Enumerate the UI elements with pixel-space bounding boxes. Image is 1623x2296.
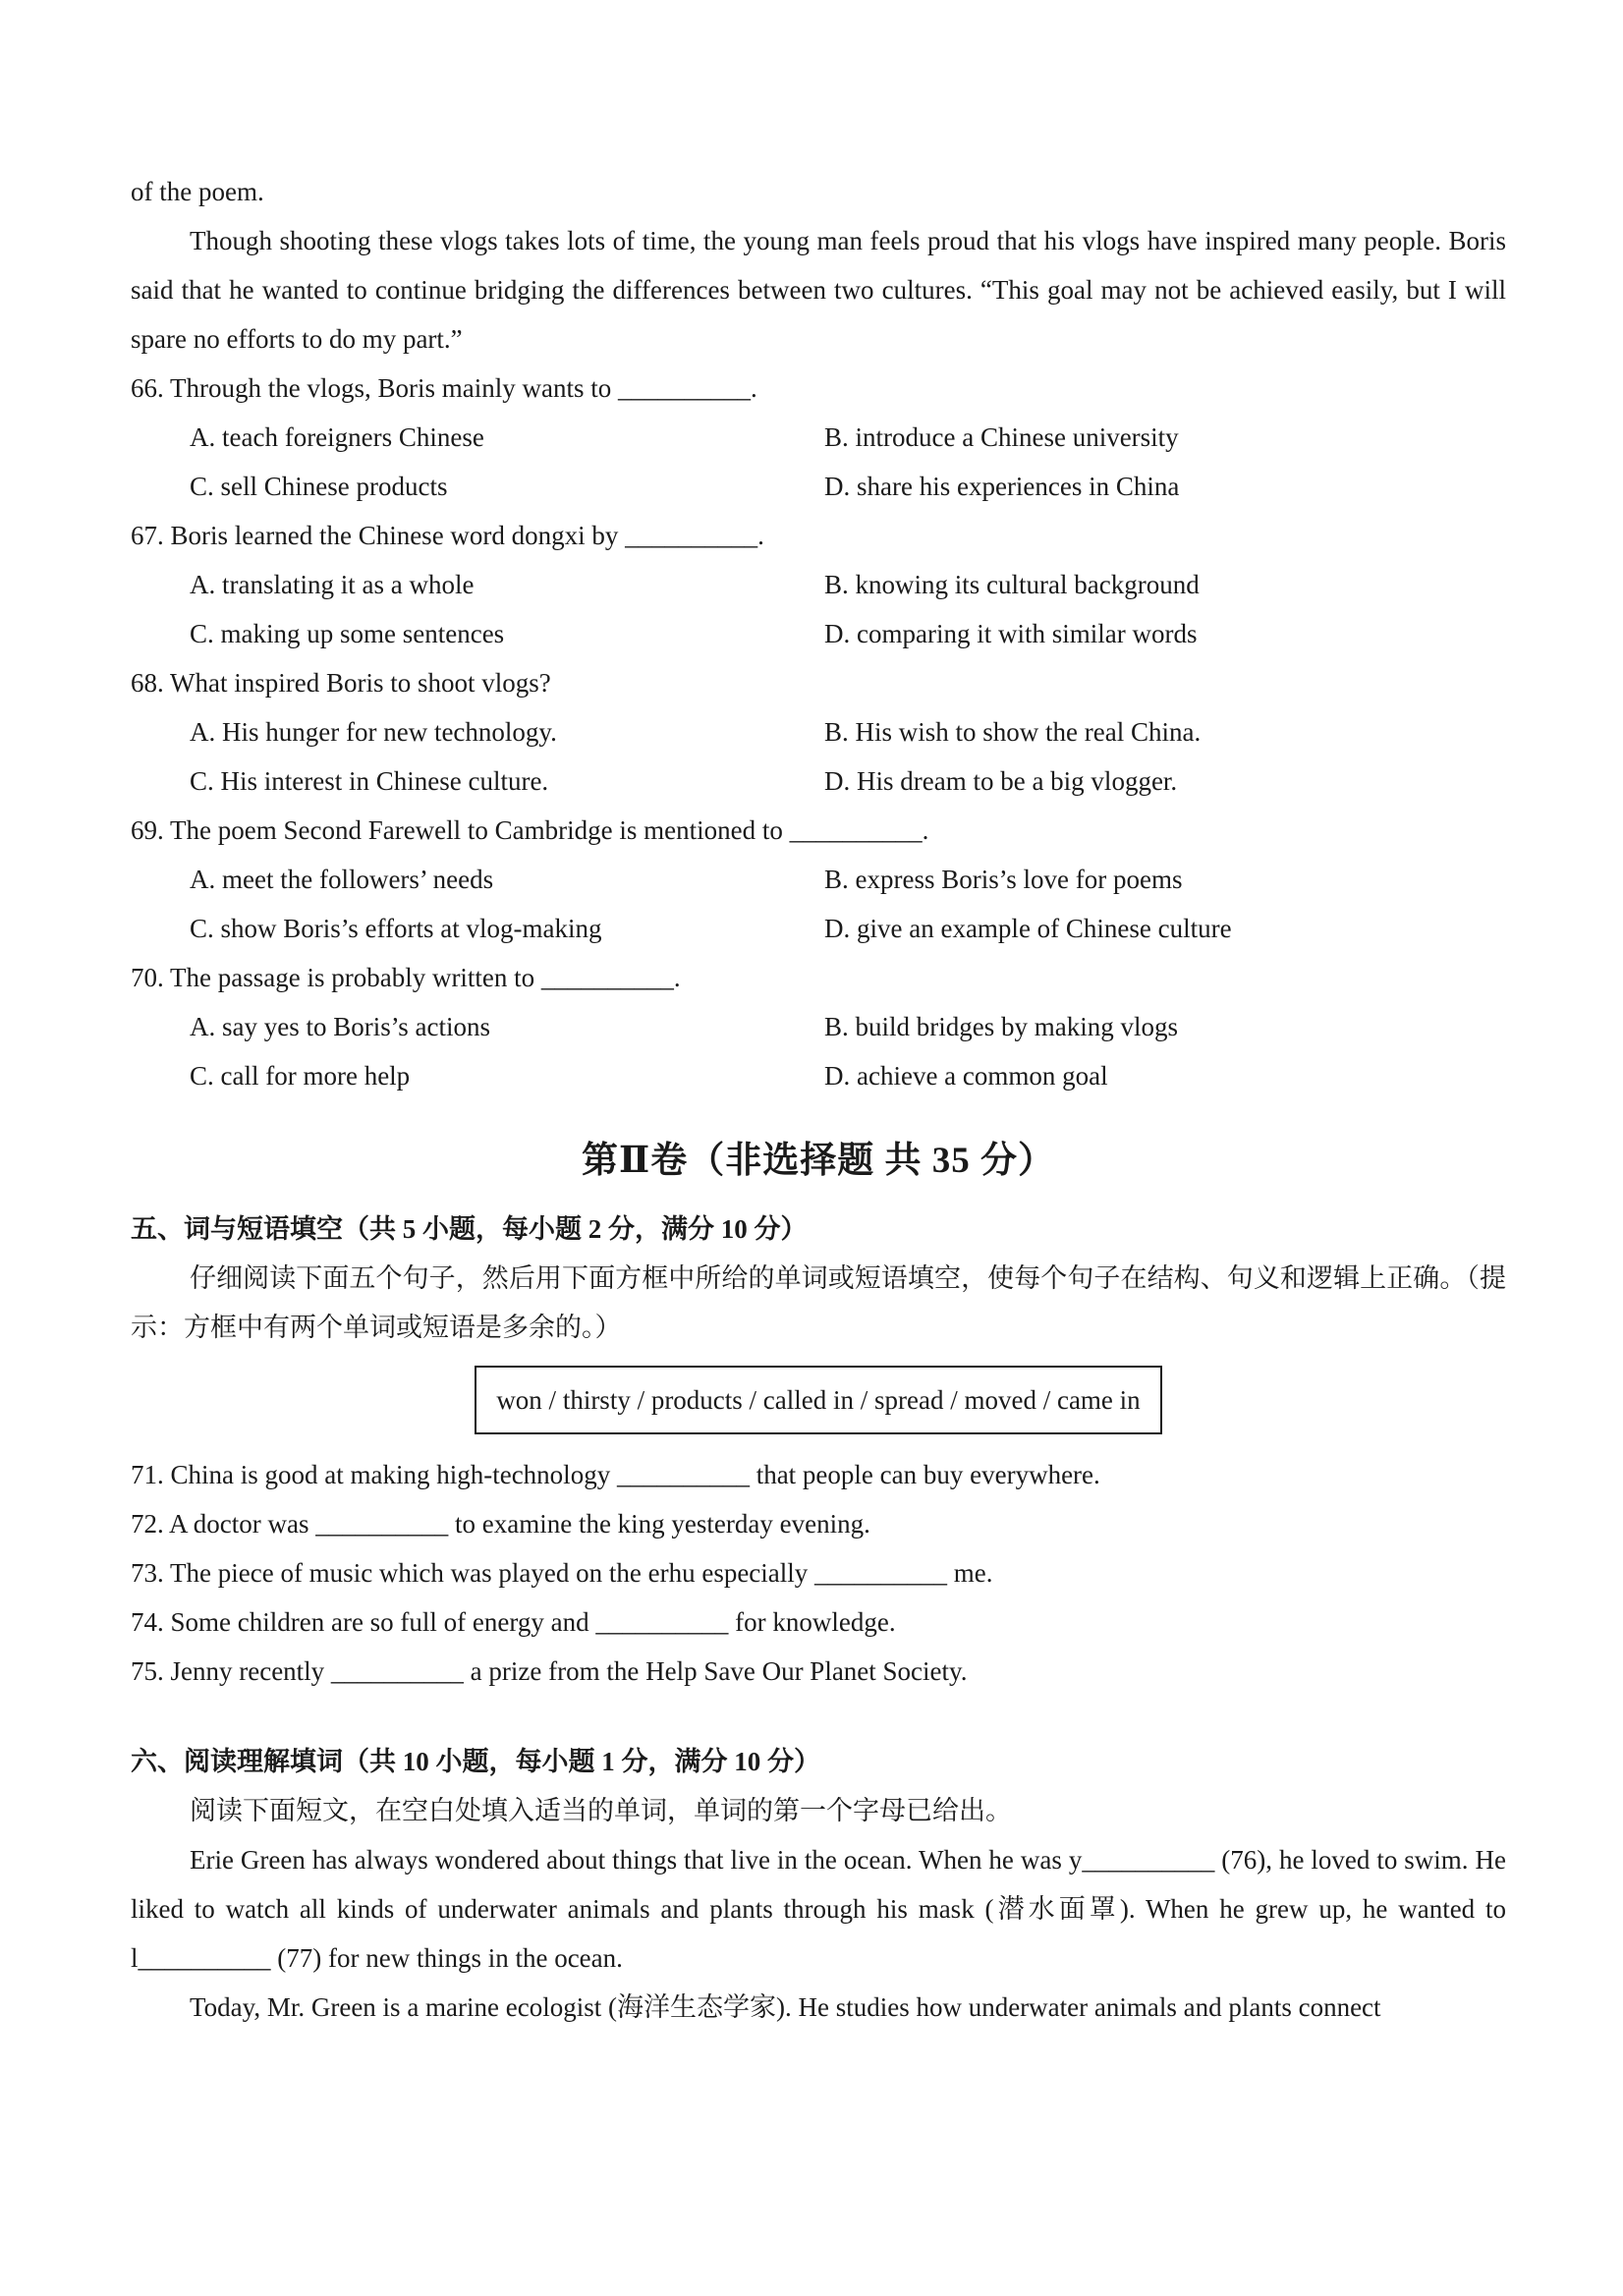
option-c: C. show Boris’s efforts at vlog-making bbox=[190, 914, 602, 943]
option-b: B. His wish to show the real China. bbox=[824, 717, 1202, 747]
options bbox=[131, 1002, 1506, 1100]
question-stem: 70. The passage is probably written to __________. bbox=[131, 963, 681, 992]
item-75: 75. Jenny recently __________ a prize from the Help Save Our Planet Society. bbox=[131, 1656, 968, 1686]
option-d: D. comparing it with similar words bbox=[824, 619, 1198, 648]
section-6-title: 六、阅读理解填词（共 10 小题，每小题 1 分，满分 10 分） bbox=[131, 1747, 820, 1776]
passage-paragraph: Though shooting these vlogs takes lots of time, the young man feels proud that his vlogs have inspired many people. Boris said that he wanted to continue bridging the differences between two cultures. “This goal may not be achieved easily, but I will spare no efforts to do my part.” bbox=[131, 226, 1506, 354]
option-b: B. express Boris’s love for poems bbox=[824, 865, 1183, 894]
option-b: B. knowing its cultural background bbox=[824, 570, 1200, 599]
spacer bbox=[131, 1696, 1506, 1737]
question-68 bbox=[131, 658, 1506, 806]
option-a: A. say yes to Boris’s actions bbox=[190, 1012, 490, 1041]
option-c: C. His interest in Chinese culture. bbox=[190, 766, 549, 796]
option-d: D. achieve a common goal bbox=[824, 1061, 1108, 1091]
part-2-title: 第Ⅱ卷（非选择题 共 35 分） bbox=[582, 1141, 1055, 1181]
option-d: D. give an example of Chinese culture bbox=[824, 914, 1232, 943]
item-74: 74. Some children are so full of energy and __________ for knowledge. bbox=[131, 1607, 896, 1637]
section-6-paragraph-2: Today, Mr. Green is a marine ecologist (海洋生态学家). He studies how underwater animals and plants connect bbox=[190, 1992, 1381, 2022]
options bbox=[131, 707, 1506, 806]
section-6-instruction: 阅读下面短文，在空白处填入适当的单词，单词的第一个字母已给出。 bbox=[190, 1796, 1012, 1825]
question-66 bbox=[131, 364, 1506, 511]
word-box-container bbox=[131, 1366, 1506, 1434]
option-c: C. making up some sentences bbox=[190, 619, 505, 648]
option-d: D. His dream to be a big vlogger. bbox=[824, 766, 1178, 796]
question-stem: 67. Boris learned the Chinese word dongxi by __________. bbox=[131, 521, 764, 550]
option-a: A. translating it as a whole bbox=[190, 570, 475, 599]
option-a: A. meet the followers’ needs bbox=[190, 865, 494, 894]
question-stem: 68. What inspired Boris to shoot vlogs? bbox=[131, 668, 551, 698]
options bbox=[131, 855, 1506, 953]
question-stem: 69. The poem Second Farewell to Cambridge is mentioned to __________. bbox=[131, 815, 929, 845]
word-box: won / thirsty / products / called in / spread / moved / came in bbox=[475, 1366, 1161, 1434]
question-69 bbox=[131, 806, 1506, 953]
option-c: C. call for more help bbox=[190, 1061, 411, 1091]
section-6-paragraph-1: Erie Green has always wondered about things that live in the ocean. When he was y__________ (76), he loved to swim. He liked to watch all kinds of underwater animals and plants through his mask (潜水面罩). When he grew up, he wanted to l__________ (77) for new things in the ocean. bbox=[131, 1845, 1506, 1973]
item-71: 71. China is good at making high-technology __________ that people can buy everywhere. bbox=[131, 1460, 1100, 1489]
section-5-instruction: 仔细阅读下面五个句子，然后用下面方框中所给的单词或短语填空，使每个句子在结构、句义和逻辑上正确。（提示：方框中有两个单词或短语是多余的。） bbox=[131, 1263, 1506, 1342]
exam-page bbox=[131, 167, 1506, 2032]
section-5-title: 五、词与短语填空（共 5 小题，每小题 2 分，满分 10 分） bbox=[131, 1214, 808, 1244]
item-72: 72. A doctor was __________ to examine the king yesterday evening. bbox=[131, 1509, 870, 1539]
item-73: 73. The piece of music which was played on the erhu especially __________ me. bbox=[131, 1558, 993, 1588]
option-a: A. teach foreigners Chinese bbox=[190, 422, 484, 452]
question-stem: 66. Through the vlogs, Boris mainly wants to __________. bbox=[131, 373, 757, 403]
options bbox=[131, 413, 1506, 511]
options bbox=[131, 560, 1506, 658]
option-a: A. His hunger for new technology. bbox=[190, 717, 557, 747]
option-c: C. sell Chinese products bbox=[190, 472, 448, 501]
option-d: D. share his experiences in China bbox=[824, 472, 1180, 501]
option-b: B. build bridges by making vlogs bbox=[824, 1012, 1178, 1041]
option-b: B. introduce a Chinese university bbox=[824, 422, 1179, 452]
question-67 bbox=[131, 511, 1506, 658]
question-70 bbox=[131, 953, 1506, 1100]
passage-end-line: of the poem. bbox=[131, 177, 264, 206]
